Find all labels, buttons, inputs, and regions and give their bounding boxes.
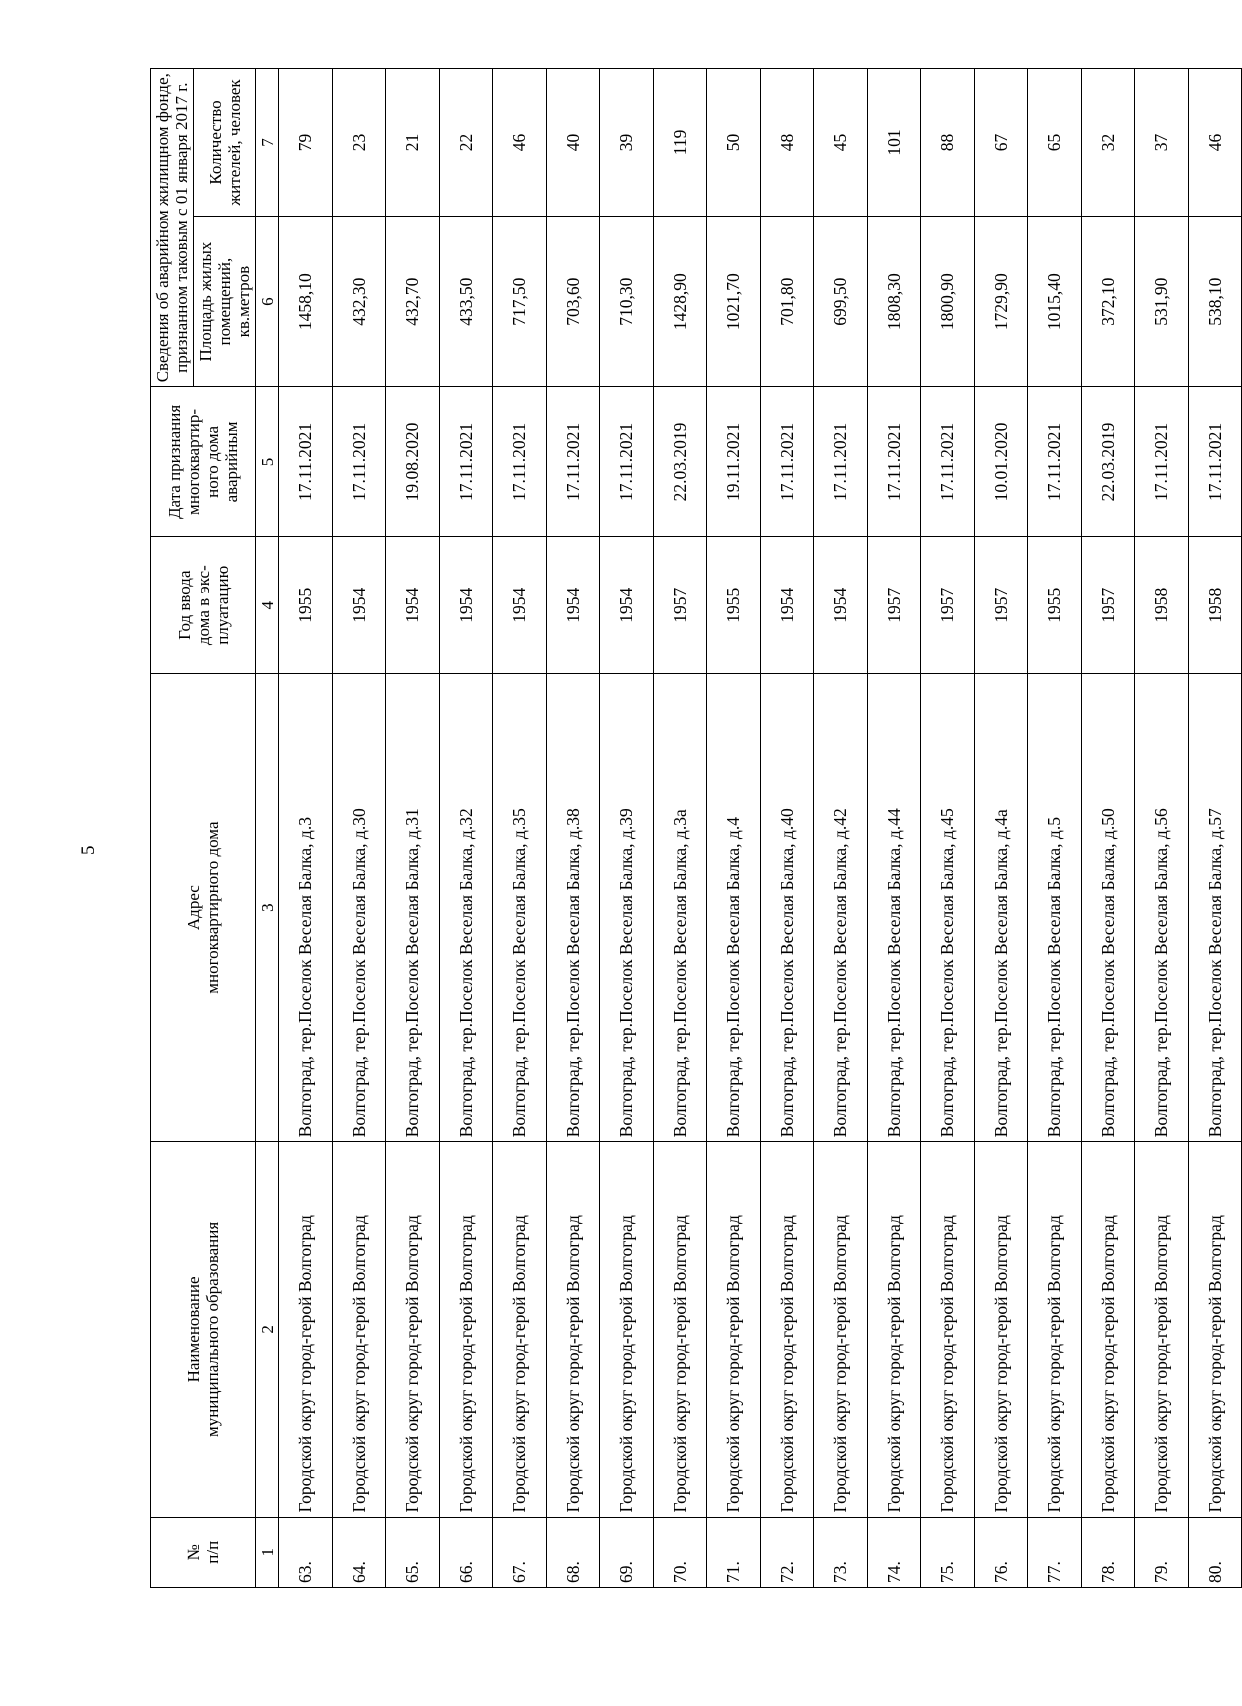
table-row bbox=[279, 69, 333, 1588]
row-area: 433,50 bbox=[439, 216, 493, 387]
row-municipality: Городской округ город-герой Волгоград bbox=[439, 1142, 493, 1517]
row-number: 66. bbox=[439, 1517, 493, 1587]
header-col-address-line2: многоквартирного дома bbox=[203, 821, 223, 994]
row-number: 72. bbox=[760, 1517, 814, 1587]
row-municipality: Городской округ город-герой Волгоград bbox=[760, 1142, 814, 1517]
row-area: 1428,90 bbox=[653, 216, 707, 387]
row-municipality: Городской округ город-герой Волгоград bbox=[974, 1142, 1028, 1517]
row-number: 68. bbox=[546, 1517, 600, 1587]
row-municipality: Городской округ город-герой Волгоград bbox=[600, 1142, 654, 1517]
header-col-address bbox=[151, 673, 256, 1141]
header-col-municipality-line1: Наименование bbox=[184, 1276, 204, 1383]
row-year: 1954 bbox=[332, 537, 386, 673]
header-col-no-line2: п/п bbox=[203, 1540, 223, 1564]
table-header bbox=[151, 69, 279, 1588]
row-date: 22.03.2019 bbox=[653, 387, 707, 537]
row-date: 10.01.2020 bbox=[974, 387, 1028, 537]
header-col-no-line1: № bbox=[184, 1544, 204, 1561]
row-year: 1957 bbox=[1081, 537, 1135, 673]
row-year: 1955 bbox=[279, 537, 333, 673]
row-address: Волгоград, тер.Поселок Веселая Балка, д.3а bbox=[653, 673, 707, 1141]
header-col-date bbox=[151, 387, 256, 537]
row-date: 17.11.2021 bbox=[493, 387, 547, 537]
row-address: Волгоград, тер.Поселок Веселая Балка, д.44 bbox=[867, 673, 921, 1141]
table-row bbox=[653, 69, 707, 1588]
row-number: 80. bbox=[1188, 1517, 1242, 1587]
row-year: 1954 bbox=[600, 537, 654, 673]
row-area: 703,60 bbox=[546, 216, 600, 387]
row-address: Волгоград, тер.Поселок Веселая Балка, д.56 bbox=[1135, 673, 1189, 1141]
row-address: Волгоград, тер.Поселок Веселая Балка, д.50 bbox=[1081, 673, 1135, 1141]
column-number-6: 6 bbox=[256, 216, 279, 387]
row-date: 17.11.2021 bbox=[814, 387, 868, 537]
row-people: 79 bbox=[279, 69, 333, 217]
row-area: 1458,10 bbox=[279, 216, 333, 387]
row-address: Волгоград, тер.Поселок Веселая Балка, д.4 bbox=[707, 673, 761, 1141]
header-col-area-line1: Площадь жилых bbox=[196, 241, 216, 362]
row-year: 1957 bbox=[921, 537, 975, 673]
table-row bbox=[1188, 69, 1242, 1588]
row-date: 17.11.2021 bbox=[1135, 387, 1189, 537]
row-municipality: Городской округ город-герой Волгоград bbox=[332, 1142, 386, 1517]
row-year: 1958 bbox=[1135, 537, 1189, 673]
row-year: 1955 bbox=[707, 537, 761, 673]
header-col-date-line3: ного дома bbox=[203, 425, 223, 498]
row-municipality: Городской округ город-герой Волгоград bbox=[1188, 1142, 1242, 1517]
row-address: Волгоград, тер.Поселок Веселая Балка, д.5 bbox=[1028, 673, 1082, 1141]
table-row bbox=[600, 69, 654, 1588]
table-row bbox=[386, 69, 440, 1588]
aварийный-housing-table bbox=[150, 68, 1242, 1588]
row-year: 1954 bbox=[814, 537, 868, 673]
header-col-year-line2: дома в экс- bbox=[193, 565, 213, 646]
row-number: 74. bbox=[867, 1517, 921, 1587]
table-row bbox=[921, 69, 975, 1588]
table-row bbox=[867, 69, 921, 1588]
header-col-area-line2: помещений, кв.метров bbox=[215, 257, 254, 346]
row-address: Волгоград, тер.Поселок Веселая Балка, д.3 bbox=[279, 673, 333, 1141]
row-people: 21 bbox=[386, 69, 440, 217]
row-people: 46 bbox=[493, 69, 547, 217]
row-number: 79. bbox=[1135, 1517, 1189, 1587]
header-col-people bbox=[194, 69, 256, 217]
row-address: Волгоград, тер.Поселок Веселая Балка, д.45 bbox=[921, 673, 975, 1141]
header-col-people-line2: жителей, человек bbox=[224, 79, 244, 206]
row-area: 701,80 bbox=[760, 216, 814, 387]
row-date: 17.11.2021 bbox=[546, 387, 600, 537]
row-date: 17.11.2021 bbox=[921, 387, 975, 537]
column-number-3: 3 bbox=[256, 673, 279, 1141]
row-year: 1954 bbox=[546, 537, 600, 673]
header-group-fund-line2: признанном таковым с 01 января 2017 г. bbox=[172, 82, 192, 373]
column-number-7: 7 bbox=[256, 69, 279, 217]
row-people: 48 bbox=[760, 69, 814, 217]
header-col-people-line1: Количество bbox=[205, 100, 225, 185]
row-date: 17.11.2021 bbox=[1188, 387, 1242, 537]
table-row bbox=[814, 69, 868, 1588]
row-area: 699,50 bbox=[814, 216, 868, 387]
row-area: 372,10 bbox=[1081, 216, 1135, 387]
row-area: 1021,70 bbox=[707, 216, 761, 387]
row-number: 77. bbox=[1028, 1517, 1082, 1587]
row-year: 1957 bbox=[653, 537, 707, 673]
row-people: 37 bbox=[1135, 69, 1189, 217]
row-address: Волгоград, тер.Поселок Веселая Балка, д.38 bbox=[546, 673, 600, 1141]
row-address: Волгоград, тер.Поселок Веселая Балка, д.30 bbox=[332, 673, 386, 1141]
row-address: Волгоград, тер.Поселок Веселая Балка, д.57 bbox=[1188, 673, 1242, 1141]
header-col-year-line1: Год ввода bbox=[174, 570, 194, 640]
row-municipality: Городской округ город-герой Волгоград bbox=[279, 1142, 333, 1517]
row-year: 1955 bbox=[1028, 537, 1082, 673]
header-col-municipality bbox=[151, 1142, 256, 1517]
row-area: 717,50 bbox=[493, 216, 547, 387]
row-people: 119 bbox=[653, 69, 707, 217]
row-area: 1808,30 bbox=[867, 216, 921, 387]
row-number: 75. bbox=[921, 1517, 975, 1587]
header-col-area bbox=[194, 216, 256, 387]
rotated-table-container bbox=[150, 68, 1225, 1588]
table-row bbox=[439, 69, 493, 1588]
row-address: Волгоград, тер.Поселок Веселая Балка, д.35 bbox=[493, 673, 547, 1141]
row-number: 78. bbox=[1081, 1517, 1135, 1587]
row-address: Волгоград, тер.Поселок Веселая Балка, д.42 bbox=[814, 673, 868, 1141]
row-municipality: Городской округ город-герой Волгоград bbox=[386, 1142, 440, 1517]
row-date: 17.11.2021 bbox=[439, 387, 493, 537]
row-municipality: Городской округ город-герой Волгоград bbox=[1135, 1142, 1189, 1517]
table-row bbox=[760, 69, 814, 1588]
column-number-row bbox=[256, 69, 279, 1588]
row-date: 19.11.2021 bbox=[707, 387, 761, 537]
row-area: 538,10 bbox=[1188, 216, 1242, 387]
row-year: 1954 bbox=[493, 537, 547, 673]
row-date: 17.11.2021 bbox=[867, 387, 921, 537]
row-date: 19.08.2020 bbox=[386, 387, 440, 537]
header-col-date-line1: Дата признания bbox=[165, 404, 185, 520]
row-people: 101 bbox=[867, 69, 921, 217]
row-people: 65 bbox=[1028, 69, 1082, 217]
header-col-year bbox=[151, 537, 256, 673]
header-col-no bbox=[151, 1517, 256, 1587]
row-number: 65. bbox=[386, 1517, 440, 1587]
row-year: 1957 bbox=[974, 537, 1028, 673]
header-col-date-line4: аварийным bbox=[222, 421, 242, 503]
row-municipality: Городской округ город-герой Волгоград bbox=[653, 1142, 707, 1517]
row-area: 1015,40 bbox=[1028, 216, 1082, 387]
row-area: 710,30 bbox=[600, 216, 654, 387]
row-area: 531,90 bbox=[1135, 216, 1189, 387]
header-col-address-line1: Адрес bbox=[184, 885, 204, 931]
row-date: 22.03.2019 bbox=[1081, 387, 1135, 537]
row-number: 70. bbox=[653, 1517, 707, 1587]
header-group-fund bbox=[151, 69, 194, 387]
row-area: 432,70 bbox=[386, 216, 440, 387]
row-address: Волгоград, тер.Поселок Веселая Балка, д.39 bbox=[600, 673, 654, 1141]
table-row bbox=[974, 69, 1028, 1588]
column-number-2: 2 bbox=[256, 1142, 279, 1517]
row-municipality: Городской округ город-герой Волгоград bbox=[1028, 1142, 1082, 1517]
row-number: 63. bbox=[279, 1517, 333, 1587]
row-address: Волгоград, тер.Поселок Веселая Балка, д.40 bbox=[760, 673, 814, 1141]
table-body bbox=[279, 69, 1242, 1588]
row-date: 17.11.2021 bbox=[600, 387, 654, 537]
row-municipality: Городской округ город-герой Волгоград bbox=[1081, 1142, 1135, 1517]
row-municipality: Городской округ город-герой Волгоград bbox=[546, 1142, 600, 1517]
header-group-fund-line1: Сведения об аварийном жилищном фонде, bbox=[153, 73, 172, 383]
row-municipality: Городской округ город-герой Волгоград bbox=[814, 1142, 868, 1517]
row-year: 1954 bbox=[386, 537, 440, 673]
column-number-1: 1 bbox=[256, 1517, 279, 1587]
header-col-municipality-line2: муниципального образования bbox=[203, 1221, 223, 1438]
row-number: 69. bbox=[600, 1517, 654, 1587]
row-people: 45 bbox=[814, 69, 868, 217]
row-number: 76. bbox=[974, 1517, 1028, 1587]
table-row bbox=[546, 69, 600, 1588]
row-address: Волгоград, тер.Поселок Веселая Балка, д.32 bbox=[439, 673, 493, 1141]
table-row bbox=[1028, 69, 1082, 1588]
row-people: 40 bbox=[546, 69, 600, 217]
row-municipality: Городской округ город-герой Волгоград bbox=[707, 1142, 761, 1517]
column-number-5: 5 bbox=[256, 387, 279, 537]
table-row bbox=[1081, 69, 1135, 1588]
row-year: 1954 bbox=[439, 537, 493, 673]
page-number: 5 bbox=[78, 845, 99, 855]
row-date: 17.11.2021 bbox=[332, 387, 386, 537]
table-row bbox=[332, 69, 386, 1588]
row-municipality: Городской округ город-герой Волгоград bbox=[867, 1142, 921, 1517]
column-number-4: 4 bbox=[256, 537, 279, 673]
row-municipality: Городской округ город-герой Волгоград bbox=[493, 1142, 547, 1517]
header-col-date-line2: многоквартир- bbox=[184, 408, 204, 515]
row-people: 88 bbox=[921, 69, 975, 217]
row-year: 1957 bbox=[867, 537, 921, 673]
row-people: 22 bbox=[439, 69, 493, 217]
row-date: 17.11.2021 bbox=[760, 387, 814, 537]
row-people: 23 bbox=[332, 69, 386, 217]
table-row bbox=[707, 69, 761, 1588]
row-number: 64. bbox=[332, 1517, 386, 1587]
row-date: 17.11.2021 bbox=[279, 387, 333, 537]
row-people: 50 bbox=[707, 69, 761, 217]
row-date: 17.11.2021 bbox=[1028, 387, 1082, 537]
row-area: 1729,90 bbox=[974, 216, 1028, 387]
row-number: 73. bbox=[814, 1517, 868, 1587]
header-col-year-line3: плуатацию bbox=[212, 565, 232, 645]
row-municipality: Городской округ город-герой Волгоград bbox=[921, 1142, 975, 1517]
row-year: 1954 bbox=[760, 537, 814, 673]
row-people: 67 bbox=[974, 69, 1028, 217]
row-area: 432,30 bbox=[332, 216, 386, 387]
row-people: 46 bbox=[1188, 69, 1242, 217]
row-people: 39 bbox=[600, 69, 654, 217]
row-people: 32 bbox=[1081, 69, 1135, 217]
row-number: 67. bbox=[493, 1517, 547, 1587]
row-address: Волгоград, тер.Поселок Веселая Балка, д.31 bbox=[386, 673, 440, 1141]
row-year: 1958 bbox=[1188, 537, 1242, 673]
table-row bbox=[493, 69, 547, 1588]
row-number: 71. bbox=[707, 1517, 761, 1587]
table-row bbox=[1135, 69, 1189, 1588]
row-area: 1800,90 bbox=[921, 216, 975, 387]
row-address: Волгоград, тер.Поселок Веселая Балка, д.4а bbox=[974, 673, 1028, 1141]
